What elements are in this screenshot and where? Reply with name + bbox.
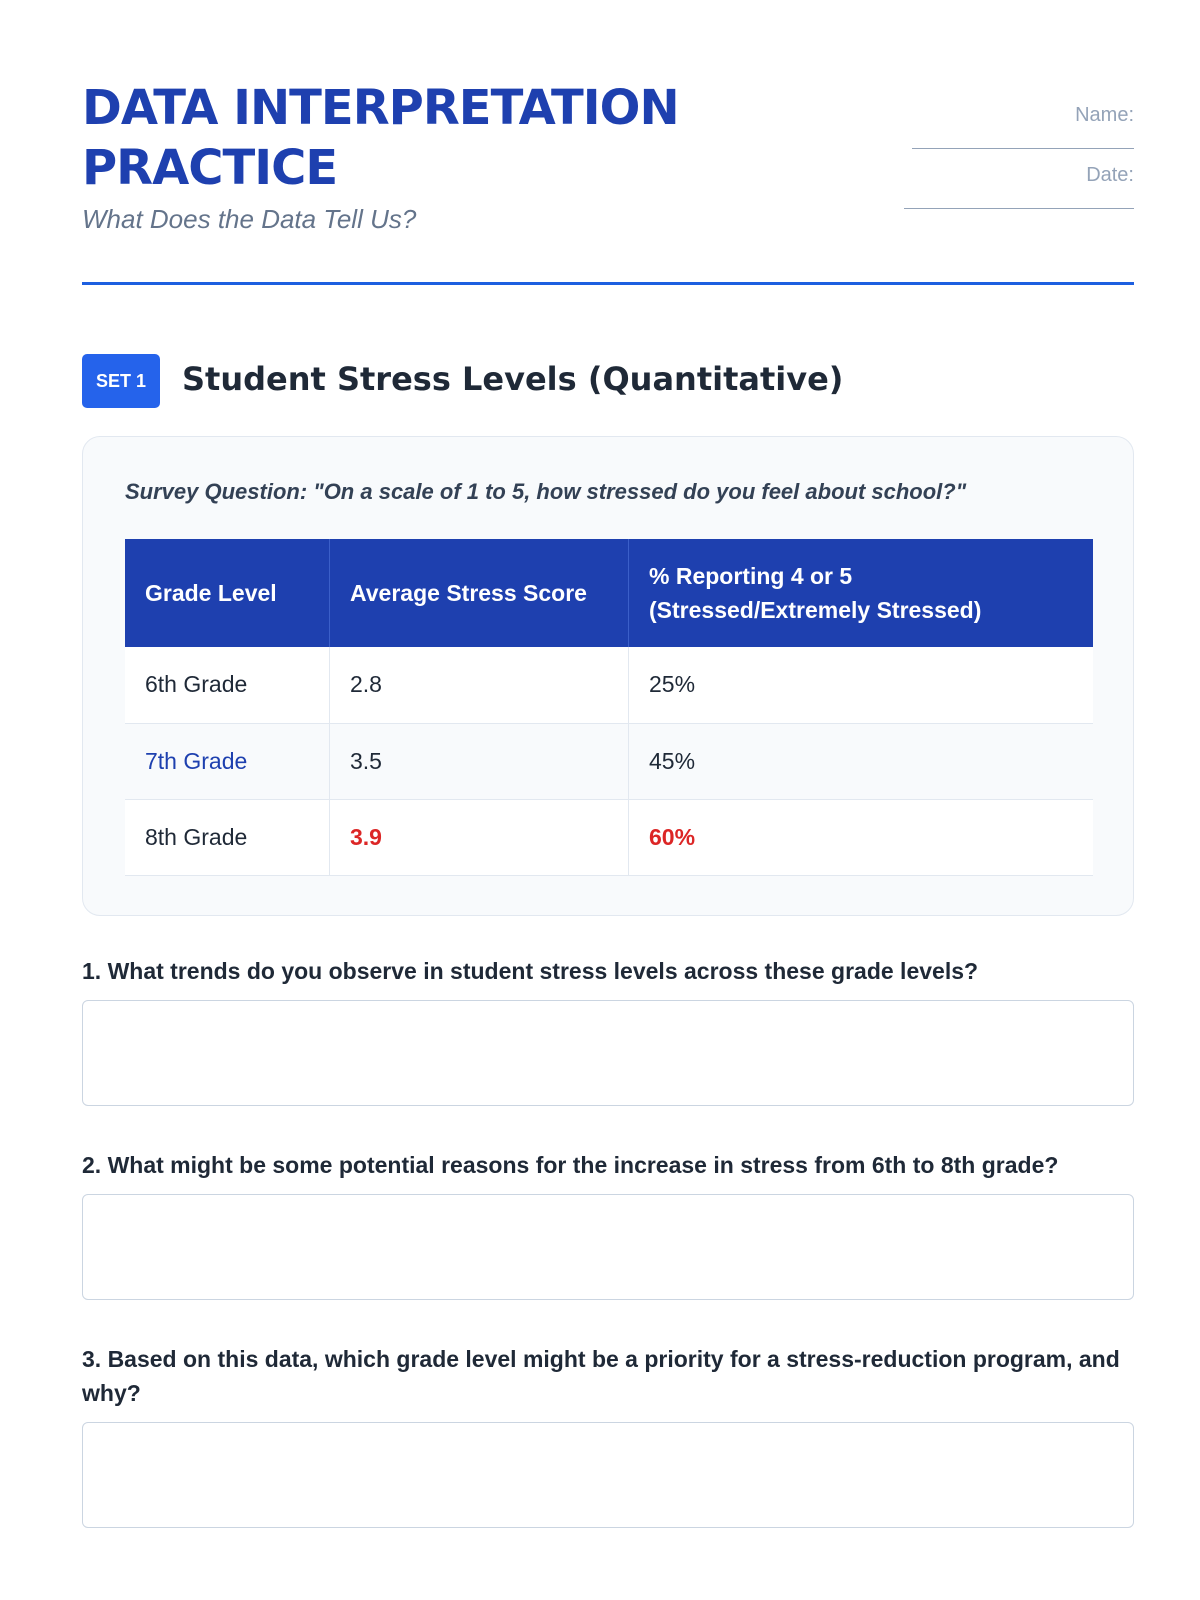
question-2: 2. What might be some potential reasons for the increase in stress from 6th to 8th grade? <box>82 1152 1059 1178</box>
percent-cell: 60% <box>629 799 1094 875</box>
name-field[interactable] <box>894 104 1134 164</box>
score-cell: 3.5 <box>330 723 629 799</box>
set-title: Student Stress Levels (Quantitative) <box>182 360 844 398</box>
answer-box-3[interactable] <box>82 1422 1134 1528</box>
question-1: 1. What trends do you observe in student stress levels across these grade levels? <box>82 958 979 984</box>
name-label: Name: <box>1075 104 1134 126</box>
table-row <box>125 647 1093 723</box>
survey-question: Survey Question: "On a scale of 1 to 5, how stressed do you feel about school?" <box>125 479 967 504</box>
grade-cell: 8th Grade <box>125 799 330 875</box>
data-card <box>82 436 1134 916</box>
page-title: DATA INTERPRETATION PRACTICE <box>82 80 679 196</box>
answer-box-2[interactable] <box>82 1194 1134 1300</box>
score-cell: 3.9 <box>330 799 629 875</box>
header-divider <box>82 282 1134 285</box>
header-grade-level: Grade Level <box>125 539 330 647</box>
table-row <box>125 723 1093 799</box>
header-average-stress: Average Stress Score <box>330 539 629 647</box>
name-line <box>912 148 1134 149</box>
score-cell: 2.8 <box>330 647 629 723</box>
grade-cell: 6th Grade <box>125 647 330 723</box>
date-field[interactable] <box>894 164 1134 224</box>
worksheet-header <box>82 78 1134 284</box>
page-subtitle: What Does the Data Tell Us? <box>82 204 417 234</box>
header-percent-reporting: % Reporting 4 or 5 (Stressed/Extremely Stressed) <box>629 539 1094 647</box>
date-line <box>904 208 1134 209</box>
set-badge: SET 1 <box>82 354 160 408</box>
stress-table <box>125 539 1093 876</box>
table-header-row <box>125 539 1093 647</box>
date-label: Date: <box>1086 164 1134 186</box>
answer-box-1[interactable] <box>82 1000 1134 1106</box>
percent-cell: 45% <box>629 723 1094 799</box>
student-info <box>894 104 1134 224</box>
question-3: 3. Based on this data, which grade level might be a priority for a stress-reduction program, and why? <box>82 1346 1120 1406</box>
percent-cell: 25% <box>629 647 1094 723</box>
table-row <box>125 799 1093 875</box>
grade-cell: 7th Grade <box>125 723 330 799</box>
